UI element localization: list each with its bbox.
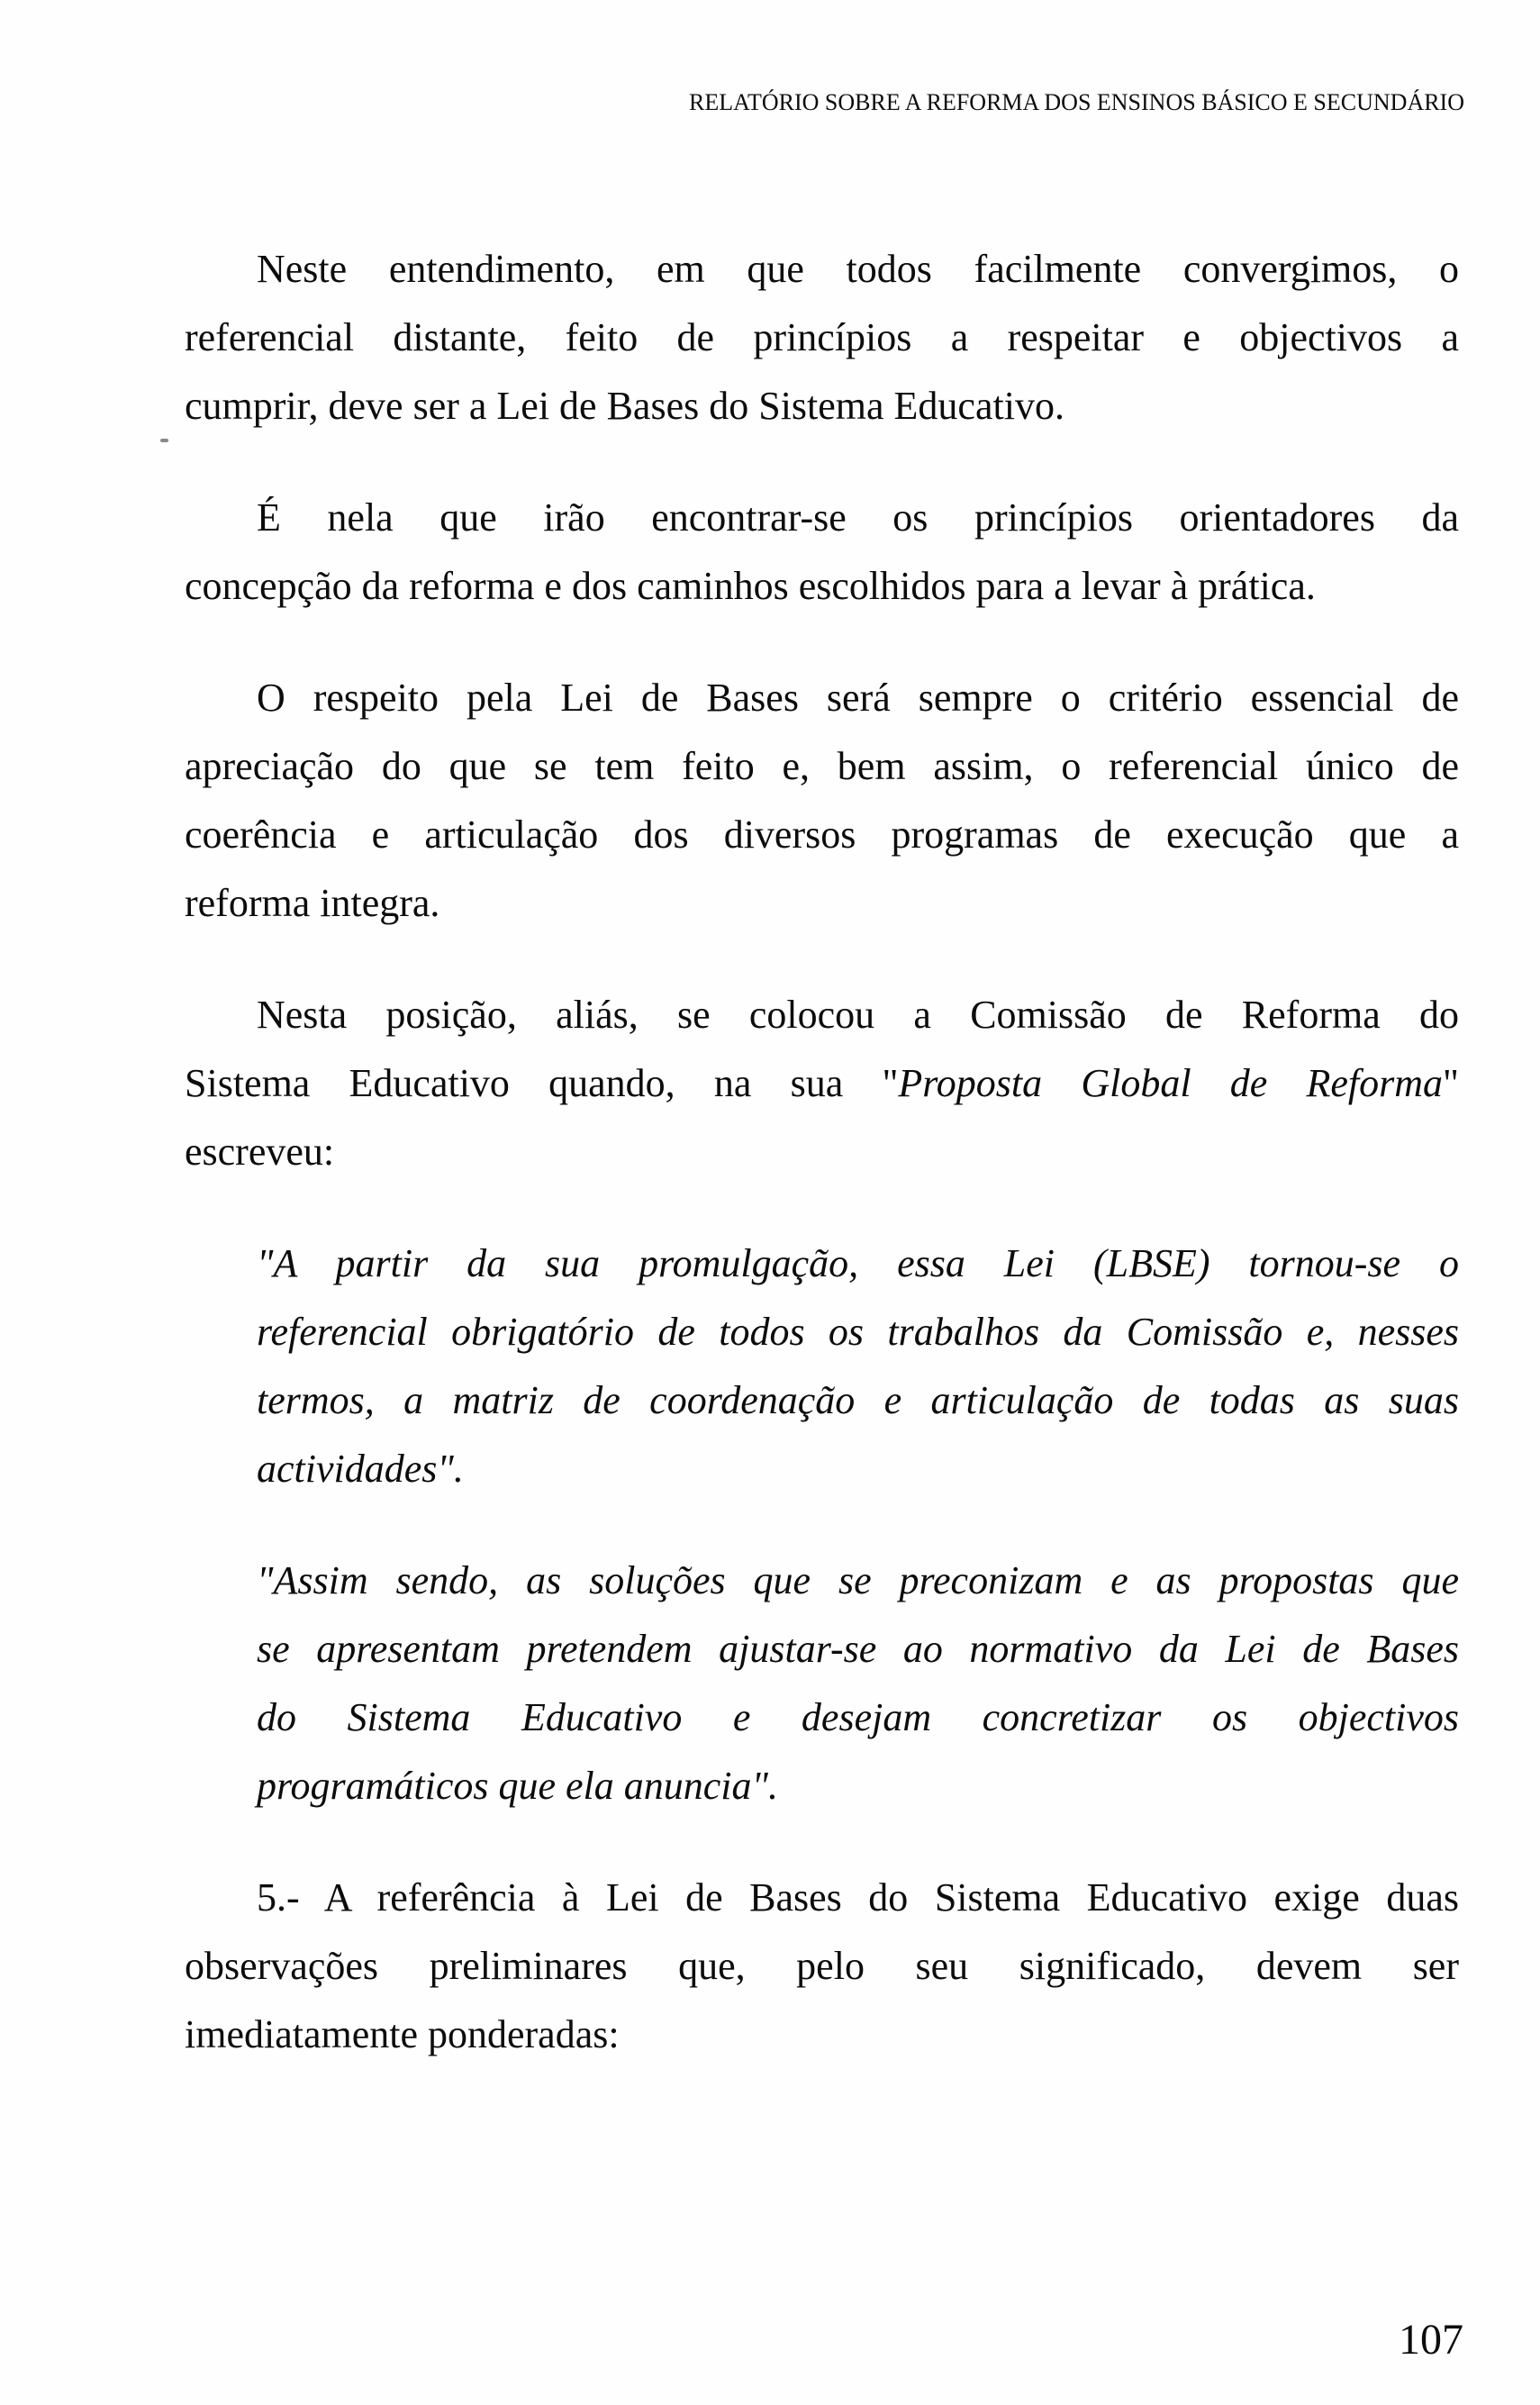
running-header: RELATÓRIO SOBRE A REFORMA DOS ENSINOS BÁSICO E SECUNDÁRIO xyxy=(688,89,1464,115)
scan-artifact-mark xyxy=(160,439,168,442)
page-number: 107 xyxy=(1399,2316,1463,2364)
text-line: termos, a matriz de coordenação e articulação de todas as suas xyxy=(257,1378,1459,1422)
text-line: "Assim sendo, as soluções que se preconizam e as propostas que xyxy=(257,1558,1459,1602)
paragraph xyxy=(185,1864,1459,2069)
text-line: actividades". xyxy=(257,1447,464,1491)
text-line: Neste entendimento, em que todos facilmente convergimos, o xyxy=(257,247,1459,291)
text-run: " xyxy=(1443,1061,1460,1105)
text-line: reforma integra. xyxy=(185,881,440,925)
quote-block xyxy=(257,1547,1459,1820)
paragraph xyxy=(185,981,1459,1186)
text-line: É nela que irão encontrar-se os princípios orientadores da xyxy=(257,495,1459,540)
text-line: "A partir da sua promulgação, essa Lei (LBSE) tornou-se o xyxy=(257,1241,1459,1285)
text-run: Sistema Educativo quando, na sua " xyxy=(185,1061,899,1105)
text-line: concepção da reforma e dos caminhos escolhidos para a levar à prática. xyxy=(185,564,1316,608)
quote-block xyxy=(257,1230,1459,1503)
text-line: Nesta posição, aliás, se colocou a Comissão de Reforma do xyxy=(257,993,1459,1037)
text-line xyxy=(185,1049,1459,1118)
text-line: referencial distante, feito de princípios a respeitar e objectivos a xyxy=(185,315,1459,359)
text-line: 5.- A referência à Lei de Bases do Sistema Educativo exige duas xyxy=(257,1875,1459,1919)
text-line: escreveu: xyxy=(185,1130,335,1174)
text-line: O respeito pela Lei de Bases será sempre o critério essencial de xyxy=(257,676,1459,720)
paragraph xyxy=(185,484,1459,621)
paragraph xyxy=(185,664,1459,938)
text-line: cumprir, deve ser a Lei de Bases do Sistema Educativo. xyxy=(185,384,1064,428)
page-body-text xyxy=(185,235,1459,2112)
italic-title-run: Proposta Global de Reforma xyxy=(898,1061,1444,1105)
text-line: apreciação do que se tem feito e, bem assim, o referencial único de xyxy=(185,744,1459,788)
text-line: referencial obrigatório de todos os trabalhos da Comissão e, nesses xyxy=(257,1310,1459,1354)
text-line: observações preliminares que, pelo seu significado, devem ser xyxy=(185,1944,1459,1988)
text-line: coerência e articulação dos diversos programas de execução que a xyxy=(185,812,1459,857)
paragraph xyxy=(185,235,1459,440)
text-line: programáticos que ela anuncia". xyxy=(257,1764,779,1808)
text-line: imediatamente ponderadas: xyxy=(185,2012,620,2056)
text-line: do Sistema Educativo e desejam concretizar os objectivos xyxy=(257,1695,1459,1739)
text-line: se apresentam pretendem ajustar-se ao normativo da Lei de Bases xyxy=(257,1627,1459,1671)
